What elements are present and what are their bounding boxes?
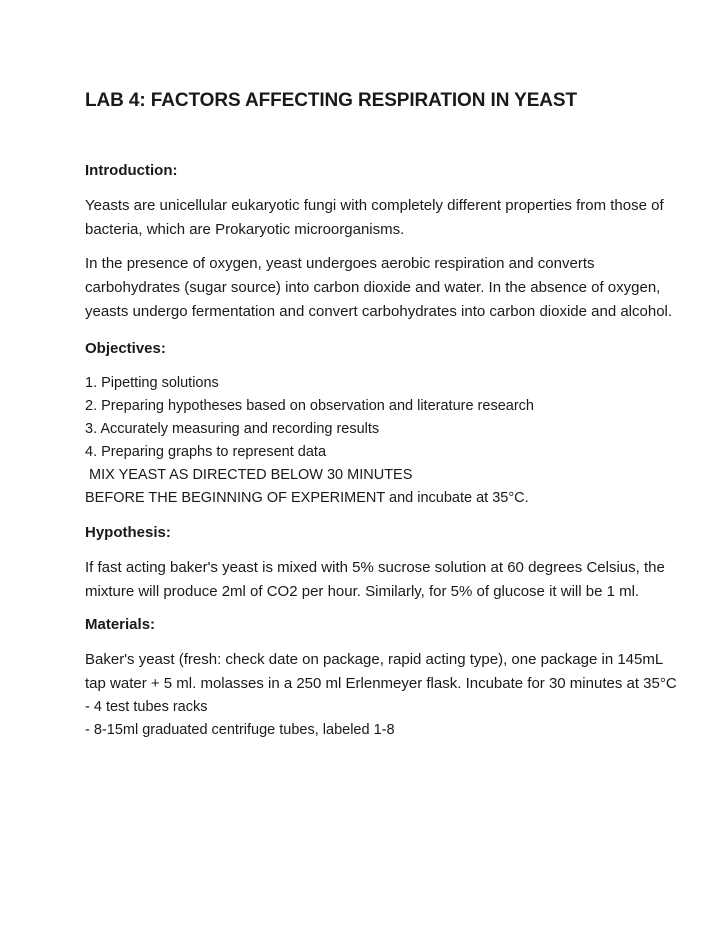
yeast-mix-note-line-2: BEFORE THE BEGINNING OF EXPERIMENT and incubate at 35°C. bbox=[85, 490, 529, 506]
materials-item-2: - 8-15ml graduated centrifuge tubes, labeled 1-8 bbox=[85, 722, 395, 738]
materials-heading: Materials: bbox=[85, 616, 156, 633]
yeast-mix-note-line-1: MIX YEAST AS DIRECTED BELOW 30 MINUTES bbox=[85, 467, 413, 483]
materials-section bbox=[85, 614, 685, 742]
objectives-heading: Objectives: bbox=[85, 340, 166, 357]
materials-paragraph: Baker's yeast (fresh: check date on package, rapid acting type), one package in 145mL tap water + 5 ml. molasses in a 250 ml Erlenmeyer flask. Incubate for 30 minutes at 35°C bbox=[85, 651, 677, 692]
materials-item-1: - 4 test tubes racks bbox=[85, 699, 208, 715]
document-title: LAB 4: FACTORS AFFECTING RESPIRATION IN YEAST bbox=[85, 90, 577, 111]
introduction-paragraph-2: In the presence of oxygen, yeast undergoes aerobic respiration and converts carbohydrates (sugar source) into carbon dioxide and water. In the absence of oxygen, yeasts undergo fermentation and convert carbohydrates into carbon dioxide and alcohol. bbox=[85, 255, 673, 320]
objective-item-1: 1. Pipetting solutions bbox=[85, 375, 219, 391]
objectives-list bbox=[85, 372, 685, 510]
document-page bbox=[85, 88, 685, 742]
hypothesis-heading: Hypothesis: bbox=[85, 524, 171, 541]
objective-item-2: 2. Preparing hypotheses based on observation and literature research bbox=[85, 398, 534, 414]
hypothesis-section bbox=[85, 522, 685, 604]
objective-item-3: 3. Accurately measuring and recording results bbox=[85, 421, 380, 437]
introduction-section bbox=[85, 160, 685, 324]
introduction-paragraph-1: Yeasts are unicellular eukaryotic fungi with completely different properties from those of bacteria, which are Prokaryotic microorganisms. bbox=[85, 197, 664, 238]
hypothesis-paragraph: If fast acting baker's yeast is mixed with 5% sucrose solution at 60 degrees Celsius, the mixture will produce 2ml of CO2 per hour. Similarly, for 5% of glucose it will be 1 ml. bbox=[85, 559, 665, 600]
objective-item-4: 4. Preparing graphs to represent data bbox=[85, 444, 327, 460]
objectives-section bbox=[85, 338, 685, 510]
introduction-heading: Introduction: bbox=[85, 162, 178, 179]
